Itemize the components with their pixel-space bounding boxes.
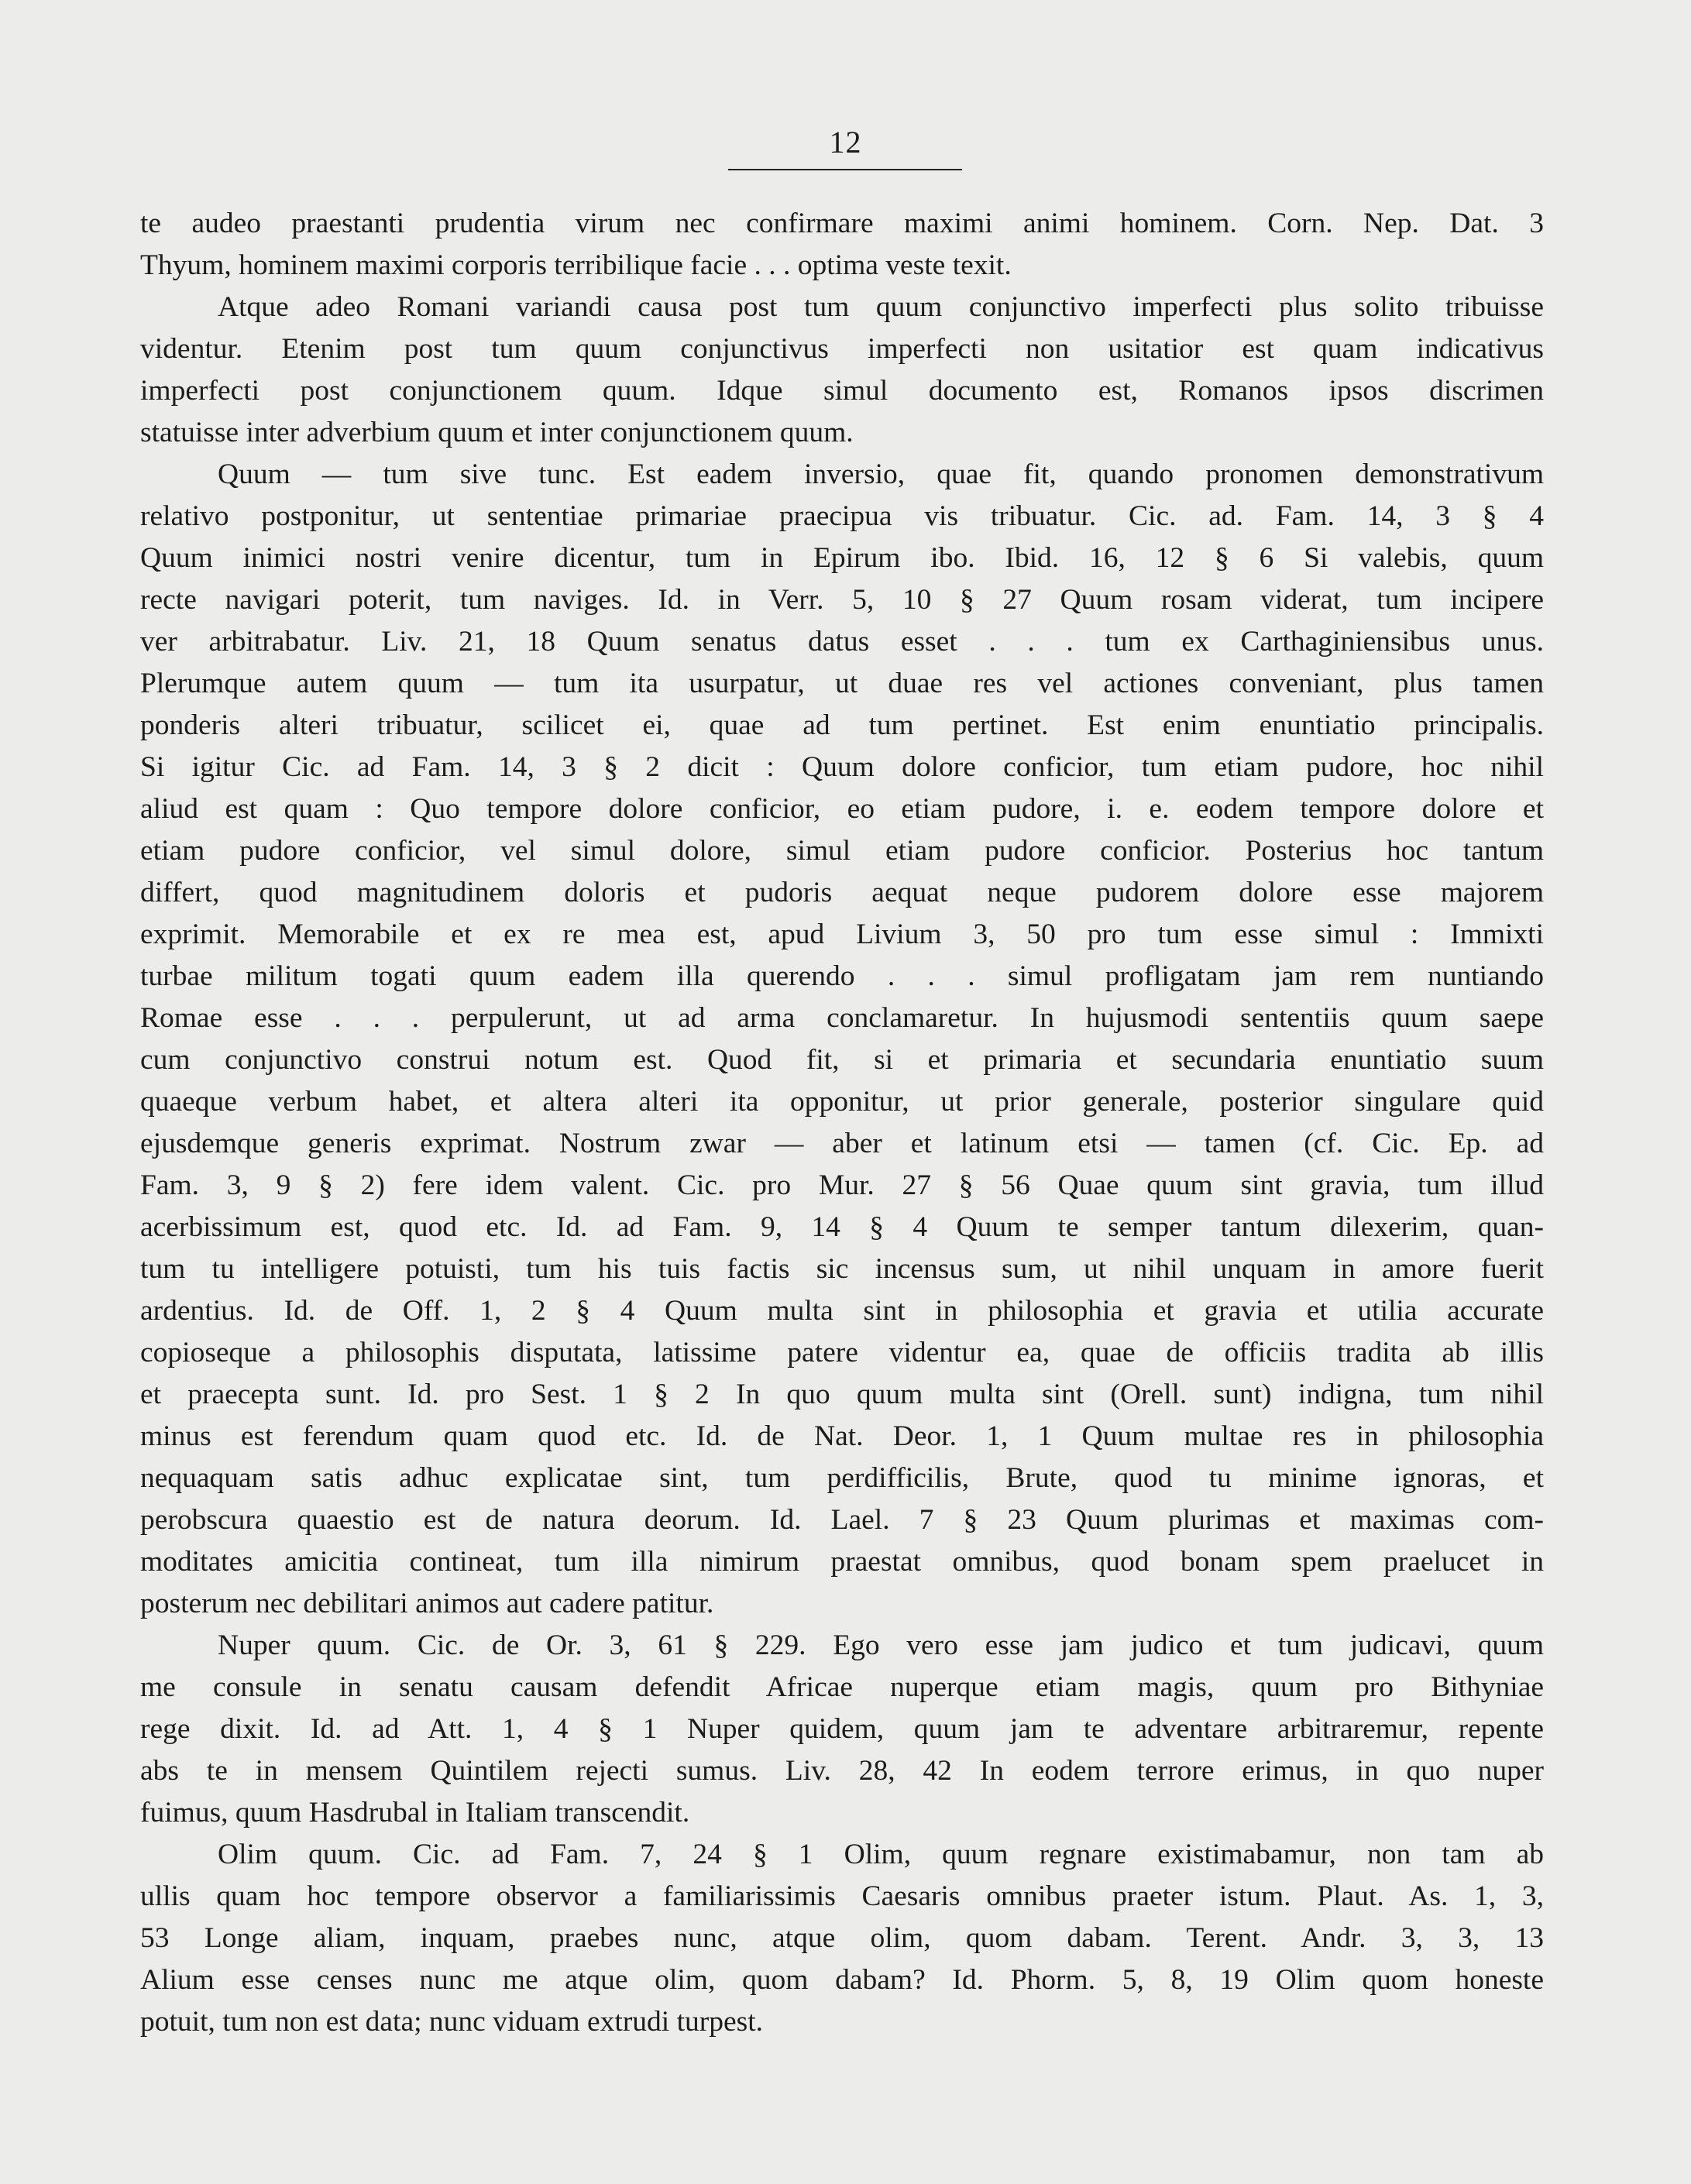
text-line: posterum nec debilitari animos aut cadere patitur.: [140, 1588, 714, 1619]
text-line: imperfecti post conjunctionem quum. Idque simul documento est, Romanos ipsos discrimen: [140, 375, 1544, 407]
text-line: moditates amicitia contineat, tum illa nimirum praestat omnibus, quod bonam spem praelucet in: [140, 1546, 1544, 1578]
text-line: etiam pudore conficior, vel simul dolore, simul etiam pudore conficior. Posterius hoc tantum: [140, 835, 1544, 867]
text-line: Olim quum. Cic. ad Fam. 7, 24 § 1 Olim, quum regnare existimabamur, non tam ab: [218, 1839, 1544, 1870]
text-line: Alium esse censes nunc me atque olim, quom dabam? Id. Phorm. 5, 8, 19 Olim quom honeste: [140, 1964, 1544, 1996]
text-line: Si igitur Cic. ad Fam. 14, 3 § 2 dicit : Quum dolore conficior, tum etiam pudore, hoc nihil: [140, 751, 1544, 783]
text-line: Atque adeo Romani variandi causa post tum quum conjunctivo imperfecti plus solito tribuisse: [218, 291, 1544, 323]
text-line: abs te in mensem Quintilem rejecti sumus. Liv. 28, 42 In eodem terrore erimus, in quo nuper: [140, 1755, 1544, 1787]
text-line: perobscura quaestio est de natura deorum. Id. Lael. 7 § 23 Quum plurimas et maximas com-: [140, 1504, 1544, 1536]
text-line: statuisse inter adverbium quum et inter conjunctionem quum.: [140, 417, 854, 448]
text-line: recte navigari poterit, tum naviges. Id. in Verr. 5, 10 § 27 Quum rosam viderat, tum incipere: [140, 584, 1544, 616]
text-line: Quum — tum sive tunc. Est eadem inversio, quae fit, quando pronomen demonstrativum: [218, 458, 1544, 490]
page-number: 12: [829, 125, 862, 160]
text-line: ardentius. Id. de Off. 1, 2 § 4 Quum multa sint in philosophia et gravia et utilia accurate: [140, 1295, 1544, 1327]
text-line: tum tu intelligere potuisti, tum his tuis factis sic incensus sum, ut nihil unquam in amore fuerit: [140, 1253, 1544, 1285]
text-line: copioseque a philosophis disputata, latissime patere videntur ea, quae de officiis tradita ab illis: [140, 1337, 1544, 1368]
text-line: ver arbitrabatur. Liv. 21, 18 Quum senatus datus esset . . . tum ex Carthaginiensibus unus.: [140, 626, 1544, 658]
text-line: Nuper quum. Cic. de Or. 3, 61 § 229. Ego vero esse jam judico et tum judicavi, quum: [218, 1629, 1544, 1661]
text-line: rege dixit. Id. ad Att. 1, 4 § 1 Nuper quidem, quum jam te adventare arbitraremur, repente: [140, 1713, 1544, 1745]
text-line: minus est ferendum quam quod etc. Id. de Nat. Deor. 1, 1 Quum multae res in philosophia: [140, 1420, 1544, 1452]
header-rule: [728, 169, 962, 170]
text-line: turbae militum togati quum eadem illa querendo . . . simul profligatam jam rem nuntiando: [140, 960, 1544, 992]
text-line: quaeque verbum habet, et altera alteri ita opponitur, ut prior generale, posterior singulare quid: [140, 1086, 1544, 1118]
text-line: relativo postponitur, ut sententiae primariae praecipua vis tribuatur. Cic. ad. Fam. 14, 3 § 4: [140, 500, 1544, 532]
text-line: ullis quam hoc tempore observor a familiarissimis Caesaris omnibus praeter istum. Plaut. As. 1, 3,: [140, 1880, 1544, 1912]
text-line: nequaquam satis adhuc explicatae sint, tum perdifficilis, Brute, quod tu minime ignoras, et: [140, 1462, 1544, 1494]
text-line: te audeo praestanti prudentia virum nec confirmare maximi animi hominem. Corn. Nep. Dat. 3: [140, 208, 1544, 239]
text-line: videntur. Etenim post tum quum conjunctivus imperfecti non usitatior est quam indicativus: [140, 333, 1544, 365]
text-line: Thyum, hominem maximi corporis terribilique facie . . . optima veste texit.: [140, 249, 1012, 281]
text-line: ponderis alteri tribuatur, scilicet ei, quae ad tum pertinet. Est enim enuntiatio principalis.: [140, 709, 1544, 741]
text-line: Quum inimici nostri venire dicentur, tum in Epirum ibo. Ibid. 16, 12 § 6 Si valebis, quum: [140, 542, 1544, 574]
text-line: me consule in senatu causam defendit Africae nuperque etiam magis, quum pro Bithyniae: [140, 1671, 1544, 1703]
body-text: [140, 203, 1544, 2043]
text-line: aliud est quam : Quo tempore dolore conficior, eo etiam pudore, i. e. eodem tempore dolore et: [140, 793, 1544, 825]
text-line: fuimus, quum Hasdrubal in Italiam transcendit.: [140, 1797, 690, 1829]
text-line: Fam. 3, 9 § 2) fere idem valent. Cic. pro Mur. 27 § 56 Quae quum sint gravia, tum illud: [140, 1169, 1544, 1201]
text-line: exprimit. Memorabile et ex re mea est, apud Livium 3, 50 pro tum esse simul : Immixti: [140, 919, 1544, 950]
text-line: potuit, tum non est data; nunc viduam extrudi turpest.: [140, 2006, 764, 2038]
text-line: cum conjunctivo construi notum est. Quod fit, si et primaria et secundaria enuntiatio suum: [140, 1044, 1544, 1076]
text-line: Plerumque autem quum — tum ita usurpatur, ut duae res vel actiones conveniant, plus tamen: [140, 668, 1544, 699]
text-line: ejusdemque generis exprimat. Nostrum zwar — aber et latinum etsi — tamen (cf. Cic. Ep. ad: [140, 1128, 1544, 1159]
text-line: differt, quod magnitudinem doloris et pudoris aequat neque pudorem dolore esse majorem: [140, 877, 1544, 908]
text-line: et praecepta sunt. Id. pro Sest. 1 § 2 In quo quum multa sint (Orell. sunt) indigna, tum nihil: [140, 1379, 1544, 1410]
text-line: acerbissimum est, quod etc. Id. ad Fam. 9, 14 § 4 Quum te semper tantum dilexerim, quan-: [140, 1211, 1544, 1243]
text-line: 53 Longe aliam, inquam, praebes nunc, atque olim, quom dabam. Terent. Andr. 3, 3, 13: [140, 1922, 1544, 1954]
text-line: Romae esse . . . perpulerunt, ut ad arma conclamaretur. In hujusmodi sententiis quum saepe: [140, 1002, 1544, 1034]
